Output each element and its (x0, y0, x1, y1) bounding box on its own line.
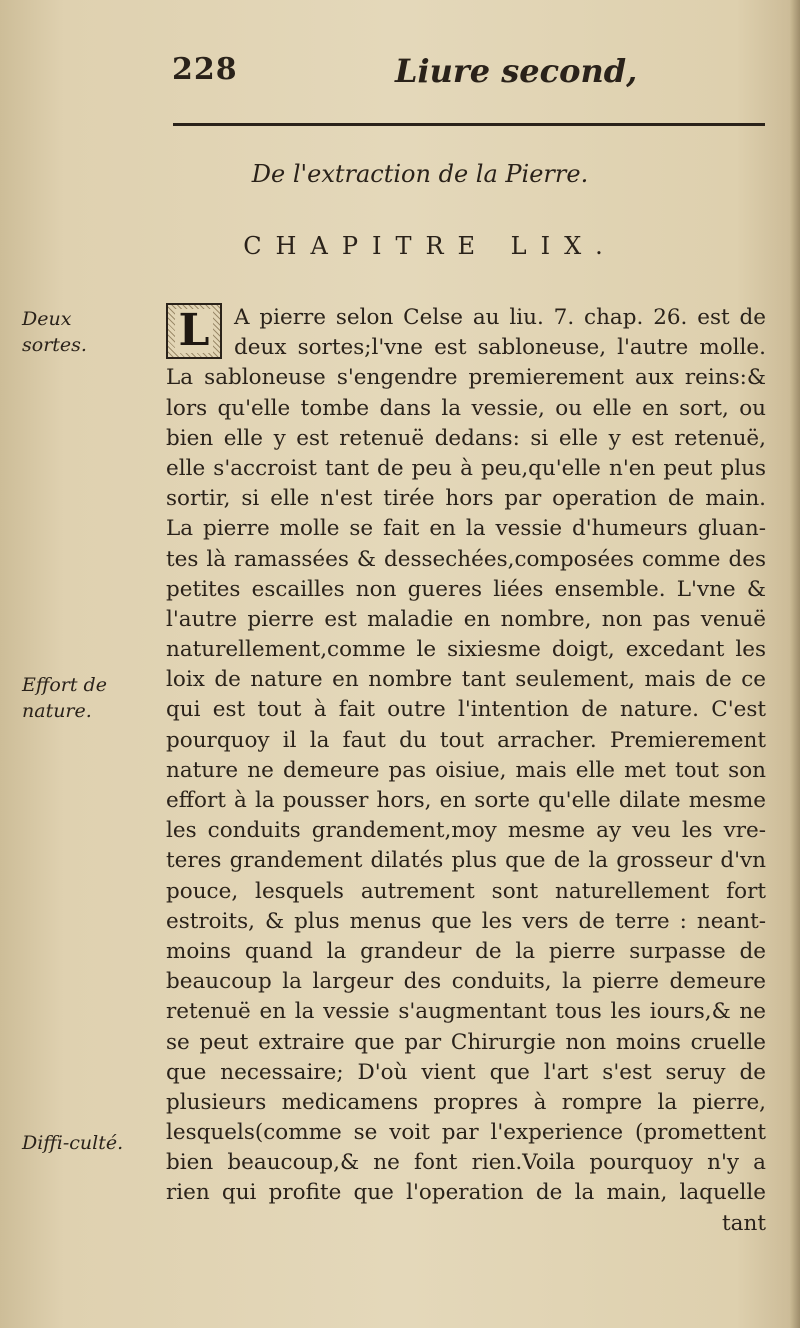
text-line: La pierre molle se fait en la vessie d'humeurs gluan- (166, 516, 766, 542)
text-line: les conduits grandement,moy mesme ay veu les vre- (166, 818, 766, 844)
margin-note-difficulte: Diffi-culté. (22, 1132, 124, 1154)
catchword: tant (722, 1210, 766, 1236)
text-line: lesquels(comme se voit par l'experience (promettent (166, 1120, 766, 1146)
text-line: lors qu'elle tombe dans la vessie, ou elle en sort, ou (166, 395, 766, 421)
header-rule (173, 123, 765, 126)
drop-cap-letter: L (175, 309, 214, 353)
margin-note-deux-sortes: Deux sortes. (22, 308, 87, 356)
text-line: beaucoup la largeur des conduits, la pierre demeure (166, 969, 766, 995)
text-line: naturellement,comme le sixiesme doigt, excedant les (166, 637, 766, 663)
text-line: elle s'accroist tant de peu à peu,qu'elle n'en peut plus (166, 455, 766, 481)
margin-note-effort: Effort de nature. (22, 674, 107, 722)
text-line: retenuë en la vessie s'augmentant tous les iours,& ne (166, 999, 766, 1025)
text-line: se peut extraire que par Chirurgie non moins cruelle (166, 1029, 766, 1055)
running-title: Liure second, (395, 52, 638, 90)
text-line: que necessaire; D'où vient que l'art s'est seruy de (166, 1059, 766, 1085)
text-line: sortir, si elle n'est tirée hors par operation de main. (166, 486, 766, 512)
text-line: teres grandement dilatés plus que de la grosseur d'vn (166, 848, 766, 874)
text-line: pouce, lesquels autrement sont naturellement fort (166, 878, 766, 904)
text-line: bien elle y est retenuë dedans: si elle y est retenuë, (166, 425, 766, 451)
page-header (0, 52, 800, 102)
section-title: De l'extraction de la Pierre. (251, 160, 589, 188)
text-line: bien beaucoup,& ne font rien.Voila pourquoy n'y a (166, 1150, 766, 1176)
text-line: l'autre pierre est maladie en nombre, non pas venuë (166, 606, 766, 632)
page-edge (790, 0, 800, 1328)
chapter-heading: CHAPITRE LIX. (243, 232, 617, 260)
text-line: nature ne demeure pas oisiue, mais elle met tout son (166, 757, 766, 783)
text-line: loix de nature en nombre tant seulement, mais de ce (166, 667, 766, 693)
text-line: pourquoy il la faut du tout arracher. Premierement (166, 727, 766, 753)
body-text (166, 303, 766, 1239)
text-line: La sabloneuse s'engendre premierement aux reins:& (166, 365, 766, 391)
text-line: deux sortes;l'vne est sabloneuse, l'autre molle. (234, 335, 766, 361)
text-line: effort à la pousser hors, en sorte qu'elle dilate mesme (166, 788, 766, 813)
ornamental-initial (166, 303, 222, 359)
text-line: plusieurs medicamens propres à rompre la pierre, (166, 1089, 766, 1115)
page-number: 228 (172, 52, 238, 87)
text-line: qui est tout à fait outre l'intention de nature. C'est (166, 697, 766, 723)
text-line: moins quand la grandeur de la pierre surpasse de (166, 938, 766, 964)
text-line: petites escailles non gueres liées ensemble. L'vne & (166, 576, 766, 602)
text-line: estroits, & plus menus que les vers de terre : neant- (166, 908, 766, 934)
text-line: A pierre selon Celse au liu. 7. chap. 26. est de (234, 305, 766, 330)
text-line: tes là ramassées & dessechées,composées comme des (166, 546, 766, 572)
text-line: rien qui profite que l'operation de la main, laquelle (166, 1180, 766, 1206)
